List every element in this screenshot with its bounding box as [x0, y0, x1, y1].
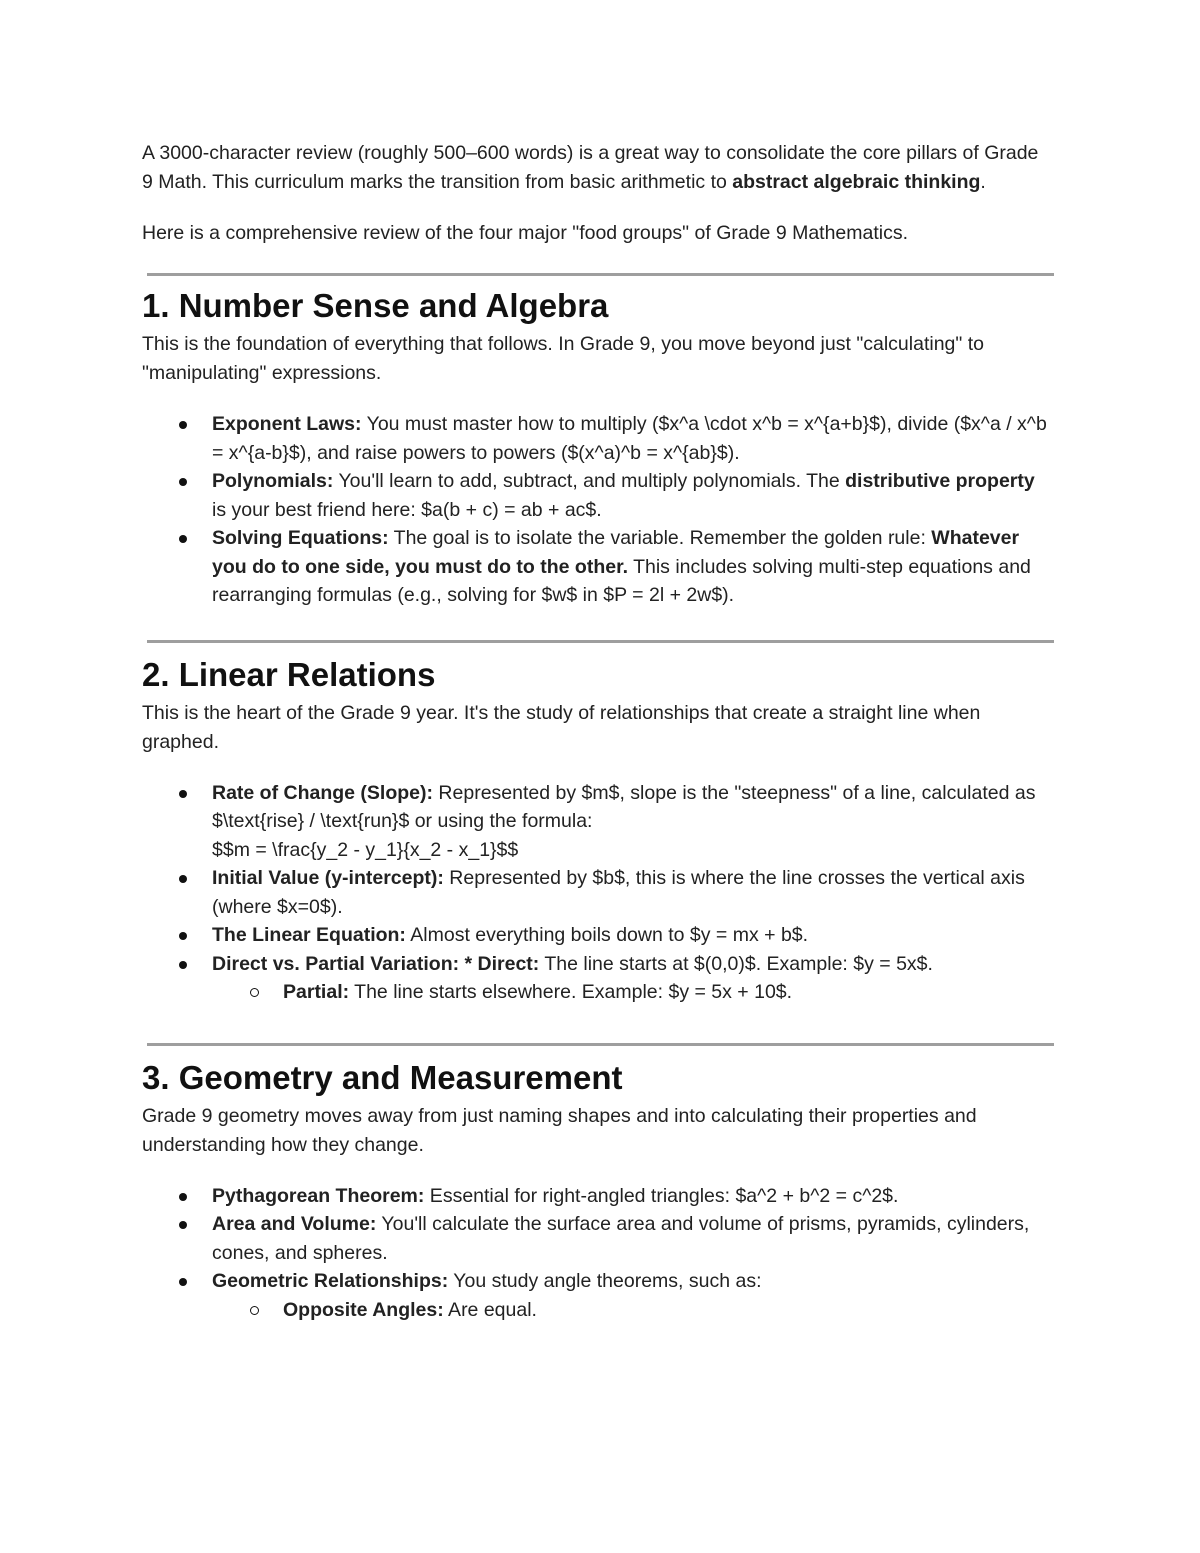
bullet-icon	[179, 1221, 187, 1229]
intro-bold: abstract algebraic thinking	[732, 171, 981, 193]
item-text: The line starts elsewhere. Example: $y = 5x + 10$.	[349, 981, 793, 1003]
item-text: You'll calculate the surface area and volume of prisms, pyramids, cylinders, cones, and spheres.	[212, 1213, 1030, 1264]
item-text-2: is your best friend here: $a(b + c) = ab + ac$.	[212, 498, 602, 521]
item-label: Initial Value (y-intercept):	[212, 867, 444, 889]
item-label: Partial:	[283, 981, 350, 1003]
section-heading-number-sense: 1. Number Sense and Algebra	[142, 287, 609, 324]
item-text: You'll learn to add, subtract, and multiply polynomials. The	[333, 470, 846, 492]
list-item	[142, 779, 1054, 865]
list-item	[142, 1267, 1054, 1296]
list-item	[142, 410, 1054, 467]
sub-bullet-list	[212, 978, 1054, 1007]
bullet-icon	[179, 421, 187, 429]
section-divider	[147, 640, 1054, 643]
section-intro: This is the heart of the Grade 9 year. It's the study of relationships that create a straight line when graphed.	[142, 701, 981, 753]
list-item	[142, 467, 1054, 524]
section-divider	[147, 1043, 1054, 1046]
hollow-bullet-icon	[250, 988, 259, 997]
sub-list-item	[212, 978, 1054, 1007]
item-label: Exponent Laws:	[212, 413, 362, 435]
document-page	[142, 139, 1054, 1324]
bullet-icon	[179, 875, 187, 883]
list-item	[142, 921, 1054, 950]
bullet-icon	[179, 535, 187, 543]
item-bold: Whatever you do to one side, you must do to the other.	[212, 527, 1020, 578]
bullet-icon	[179, 1193, 187, 1201]
bullet-icon	[179, 932, 187, 940]
item-text: The line starts at $(0,0)$. Example: $y = 5x$.	[539, 952, 933, 975]
bullet-icon	[179, 1278, 187, 1286]
intro-end: .	[980, 171, 986, 193]
section-heading-geometry: 3. Geometry and Measurement	[142, 1058, 623, 1096]
item-text: You must master how to multiply ($x^a \cdot x^b = x^{a+b}$), divide ($x^a / x^b = x^{a-b}$), and raise powers to powers ($(x^a)^b = x^{ab}$).	[212, 413, 1047, 464]
list-item	[142, 1210, 1054, 1267]
hollow-bullet-icon	[250, 1306, 259, 1315]
item-text: Essential for right-angled triangles: $a^2 + b^2 = c^2$.	[424, 1184, 899, 1207]
item-label: The Linear Equation:	[212, 924, 406, 946]
item-text: You study angle theorems, such as:	[448, 1270, 762, 1292]
section-heading-linear-relations: 2. Linear Relations	[142, 655, 436, 693]
item-label: Direct vs. Partial Variation: * Direct:	[212, 952, 540, 975]
intro-paragraph-2: Here is a comprehensive review of the four major "food groups" of Grade 9 Mathematics.	[142, 222, 909, 244]
bullet-list	[142, 1182, 1054, 1296]
item-label: Solving Equations:	[212, 527, 389, 549]
sub-list-wrap	[212, 1296, 1054, 1325]
item-formula: $$m = \frac{y_2 - y_1}{x_2 - x_1}$$	[212, 838, 519, 861]
item-label: Geometric Relationships:	[212, 1270, 449, 1292]
item-text: Represented by $m$, slope is the "steepness" of a line, calculated as $\text{rise} / \text{run}$ or using the formula:	[212, 781, 1036, 832]
bullet-list	[142, 410, 1054, 610]
sub-list-item	[212, 1296, 1054, 1325]
list-item	[142, 950, 1054, 979]
sub-list-wrap	[212, 978, 1054, 1007]
item-label: Polynomials:	[212, 470, 334, 492]
bullet-icon	[179, 478, 187, 486]
list-item	[142, 524, 1054, 610]
list-item	[142, 864, 1054, 921]
item-text: The goal is to isolate the variable. Remember the golden rule:	[388, 527, 932, 549]
list-item	[142, 1182, 1054, 1211]
item-label: Opposite Angles:	[283, 1298, 444, 1321]
bullet-icon	[179, 961, 187, 969]
intro-paragraph	[142, 139, 1054, 197]
section-divider	[147, 273, 1054, 276]
sub-bullet-list	[212, 1296, 1054, 1325]
item-text: Represented by $b$, this is where the line crosses the vertical axis (where $x=0$).	[212, 867, 1025, 918]
section-intro: Grade 9 geometry moves away from just naming shapes and into calculating their properties and understanding how they change.	[142, 1104, 977, 1156]
item-text: Are equal.	[443, 1298, 537, 1321]
item-bold: distributive property	[845, 470, 1035, 492]
section-intro: This is the foundation of everything that follows. In Grade 9, you move beyond just "calculating" to "manipulating" expressions.	[142, 333, 984, 384]
bullet-icon	[179, 790, 187, 798]
item-label: Area and Volume:	[212, 1213, 377, 1235]
item-text: Almost everything boils down to $y = mx + b$.	[405, 924, 809, 946]
item-label: Pythagorean Theorem:	[212, 1184, 425, 1207]
bullet-list	[142, 779, 1054, 979]
item-label: Rate of Change (Slope):	[212, 781, 434, 804]
intro-text: A 3000-character review (roughly 500–600 words) is a great way to consolidate the core pillars of Grade 9 Math. This curriculum marks the transition from basic arithmetic to	[142, 142, 1039, 193]
item-text-2: This includes solving multi-step equations and rearranging formulas (e.g., solving for $w$ in $P = 2l + 2w$).	[212, 555, 1031, 606]
